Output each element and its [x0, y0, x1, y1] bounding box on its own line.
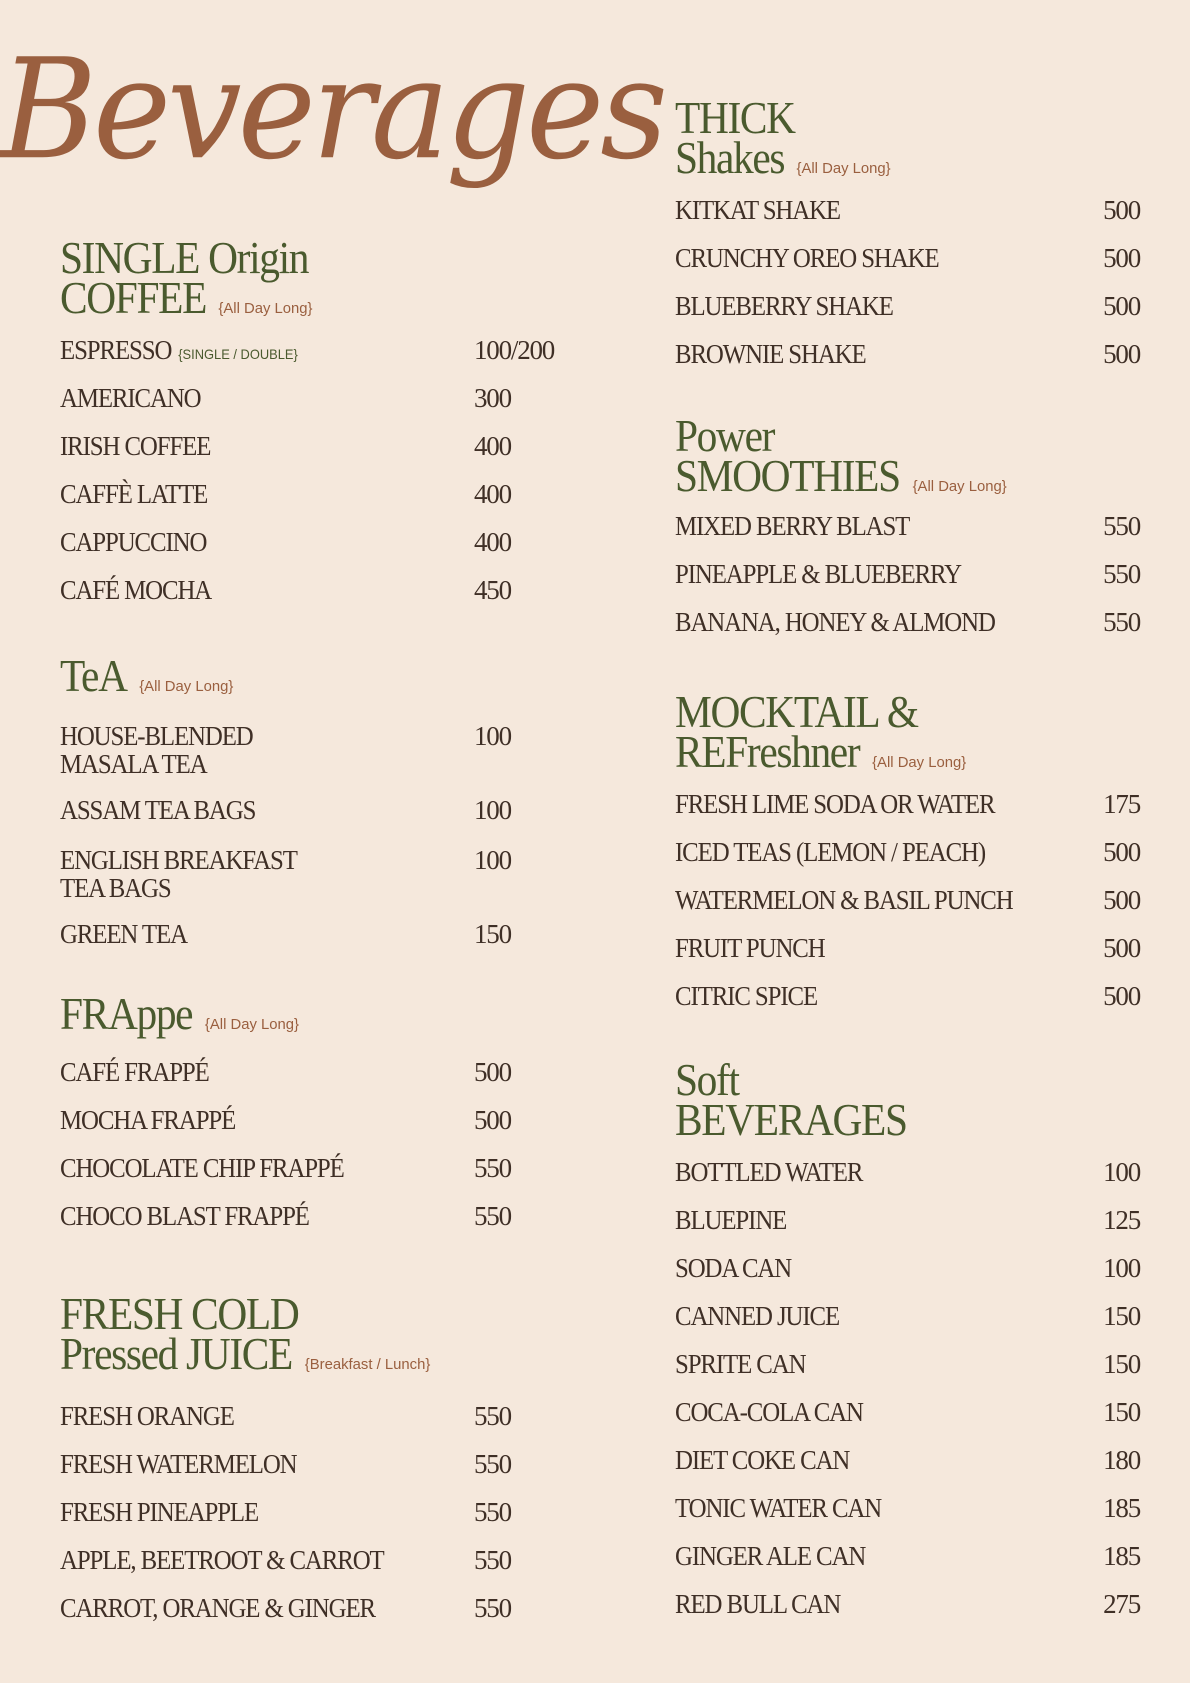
- item-name: GINGER ALE CAN: [675, 1541, 866, 1571]
- item-name: WATERMELON & BASIL PUNCH: [675, 885, 1013, 915]
- item-name-text: ESPRESSO: [60, 335, 172, 365]
- menu-item: [60, 1154, 570, 1182]
- item-price: 400: [474, 527, 511, 557]
- heading-line-1-text: TeA: [60, 650, 127, 701]
- section-smoothies: [675, 410, 1140, 637]
- heading-line-1: Power: [675, 410, 775, 461]
- item-price: 300: [474, 383, 511, 413]
- item-name: AMERICANO: [60, 383, 201, 413]
- item-price: 500: [1103, 291, 1140, 321]
- item-name: PINEAPPLE & BLUEBERRY: [675, 559, 961, 589]
- section-heading: [60, 1288, 519, 1385]
- item-price: 150: [1103, 1397, 1140, 1427]
- item-price: 500: [1103, 885, 1140, 915]
- menu-item: [60, 722, 570, 778]
- menu-item: [60, 1450, 570, 1478]
- menu-item: [675, 511, 1140, 541]
- section-heading: [60, 988, 519, 1045]
- menu-item: [675, 1157, 1140, 1187]
- item-price: 550: [474, 1401, 511, 1431]
- item-name: BLUEPINE: [675, 1205, 787, 1235]
- item-price: 185: [1103, 1493, 1140, 1523]
- menu-item: [675, 195, 1140, 225]
- item-price: 175: [1103, 789, 1140, 819]
- item-price: 500: [1103, 195, 1140, 225]
- item-name: CARROT, ORANGE & GINGER: [60, 1593, 376, 1623]
- item-name: IRISH COFFEE: [60, 431, 211, 461]
- availability-note: {All Day Long}: [796, 160, 891, 177]
- menu-item: [675, 1349, 1140, 1379]
- menu-item: [675, 789, 1140, 819]
- item-price: 100/200: [474, 335, 555, 365]
- item-price: 550: [474, 1593, 511, 1623]
- item-price: 100: [474, 845, 511, 875]
- item-name: BLUEBERRY SHAKE: [675, 291, 893, 321]
- menu-item: [60, 1498, 570, 1526]
- item-name: CAFFÈ LATTE: [60, 479, 208, 509]
- item-name: [60, 846, 297, 902]
- item-price: 550: [1103, 559, 1140, 589]
- menu-item: [675, 1589, 1140, 1619]
- menu-item: [60, 796, 570, 824]
- item-name: FRESH LIME SODA OR WATER: [675, 789, 995, 819]
- item-name: FRESH WATERMELON: [60, 1449, 297, 1479]
- item-price: 500: [474, 1105, 511, 1135]
- menu-item: [675, 1493, 1140, 1523]
- item-name: SPRITE CAN: [675, 1349, 806, 1379]
- menu-item: [675, 243, 1140, 273]
- section-juice: [60, 1288, 570, 1623]
- section-mocktail: [675, 686, 1140, 1011]
- item-price: 550: [1103, 607, 1140, 637]
- section-shakes: [675, 92, 1140, 369]
- section-coffee: [60, 232, 570, 605]
- section-heading: [675, 92, 1089, 189]
- heading-line-1-text: FRAppe: [60, 988, 193, 1039]
- heading-line-2-text: Pressed JUICE: [60, 1328, 292, 1379]
- heading-line-1: MOCKTAIL &: [675, 686, 918, 737]
- item-name: FRESH ORANGE: [60, 1401, 234, 1431]
- availability-note: {All Day Long}: [218, 300, 313, 317]
- menu-item: [675, 339, 1140, 369]
- item-price: 100: [1103, 1157, 1140, 1187]
- item-name: CITRIC SPICE: [675, 981, 818, 1011]
- menu-item: [675, 837, 1140, 867]
- heading-line-2-text: Shakes: [675, 132, 785, 183]
- section-soft-beverages: [675, 1054, 1140, 1619]
- item-price: 500: [1103, 243, 1140, 273]
- item-name-line-1: HOUSE-BLENDED: [60, 721, 253, 751]
- availability-note: {All Day Long}: [871, 754, 967, 771]
- heading-line-2-text: REFreshner: [675, 726, 860, 777]
- menu-item: [60, 528, 570, 556]
- menu-item: [60, 336, 570, 368]
- menu-item: [60, 1402, 570, 1430]
- item-price: 550: [474, 1201, 511, 1231]
- heading-line-1: SINGLE Origin: [60, 232, 309, 283]
- item-price: 500: [1103, 933, 1140, 963]
- heading-line-2-text: SMOOTHIES: [675, 450, 900, 501]
- item-price: 500: [1103, 981, 1140, 1011]
- item-price: 550: [474, 1449, 511, 1479]
- menu-item: [60, 384, 570, 412]
- item-name: ASSAM TEA BAGS: [60, 795, 256, 825]
- item-name: KITKAT SHAKE: [675, 195, 841, 225]
- menu-item: [60, 1546, 570, 1574]
- item-name: CANNED JUICE: [675, 1301, 840, 1331]
- menu-item: [675, 291, 1140, 321]
- item-price: 125: [1103, 1205, 1140, 1235]
- menu-item: [60, 1594, 570, 1622]
- heading-line-2-text: COFFEE: [60, 272, 207, 323]
- section-frappe: [60, 988, 570, 1231]
- heading-line-1: FRESH COLD: [60, 1288, 299, 1339]
- heading-line-2: [675, 726, 1089, 783]
- item-price: 150: [474, 919, 511, 949]
- item-price: 100: [474, 721, 511, 751]
- heading-line-2: [675, 132, 1089, 189]
- menu-item: [60, 1058, 570, 1086]
- item-price: 550: [474, 1545, 511, 1575]
- section-heading: [675, 686, 1089, 783]
- heading-line-1: [60, 650, 519, 707]
- item-name: FRUIT PUNCH: [675, 933, 825, 963]
- item-name: GREEN TEA: [60, 919, 187, 949]
- heading-line-1: Soft: [675, 1054, 739, 1105]
- heading-line-1: THICK: [675, 92, 795, 143]
- availability-note: {All Day Long}: [204, 1016, 299, 1033]
- heading-line-1: [60, 988, 519, 1045]
- item-name: COCA-COLA CAN: [675, 1397, 863, 1427]
- item-name-line-1: ENGLISH BREAKFAST: [60, 845, 297, 875]
- item-name: SODA CAN: [675, 1253, 792, 1283]
- menu-item: [675, 559, 1140, 589]
- menu-item: [675, 1541, 1140, 1571]
- menu-item: [675, 981, 1140, 1011]
- item-name: BROWNIE SHAKE: [675, 339, 866, 369]
- menu-item: [675, 1253, 1140, 1283]
- item-name: RED BULL CAN: [675, 1589, 841, 1619]
- menu-item: [675, 607, 1140, 637]
- item-name: [60, 722, 253, 778]
- item-price: 185: [1103, 1541, 1140, 1571]
- availability-note: {Breakfast / Lunch}: [304, 1356, 431, 1373]
- section-heading: [60, 650, 519, 707]
- section-heading: [675, 410, 1089, 507]
- item-price: 500: [474, 1057, 511, 1087]
- menu-item: [675, 1301, 1140, 1331]
- item-name: FRESH PINEAPPLE: [60, 1497, 259, 1527]
- item-name: CHOCOLATE CHIP FRAPPÉ: [60, 1153, 344, 1183]
- item-price: 550: [474, 1497, 511, 1527]
- item-name: ICED TEAS (LEMON / PEACH): [675, 837, 986, 867]
- item-price: 400: [474, 431, 511, 461]
- heading-line-2: [60, 1328, 519, 1385]
- menu-item: [60, 846, 570, 902]
- item-price: 450: [474, 575, 511, 605]
- menu-item: [675, 933, 1140, 963]
- heading-line-2: [60, 272, 519, 329]
- item-price: 180: [1103, 1445, 1140, 1475]
- item-name: CAPPUCCINO: [60, 527, 207, 557]
- heading-line-2: [675, 450, 1089, 507]
- item-name: CAFÉ FRAPPÉ: [60, 1057, 209, 1087]
- item-price: 150: [1103, 1349, 1140, 1379]
- menu-item: [675, 1445, 1140, 1475]
- menu-item: [60, 1106, 570, 1134]
- menu-item: [60, 576, 570, 604]
- item-price: 550: [474, 1153, 511, 1183]
- item-name: APPLE, BEETROOT & CARROT: [60, 1545, 384, 1575]
- item-name: BOTTLED WATER: [675, 1157, 863, 1187]
- item-price: 400: [474, 479, 511, 509]
- availability-note: {All Day Long}: [912, 478, 1007, 495]
- item-price: 550: [1103, 511, 1140, 541]
- item-name-line-2: TEA BAGS: [60, 873, 171, 903]
- item-price: 500: [1103, 837, 1140, 867]
- item-price: 500: [1103, 339, 1140, 369]
- menu-item: [675, 1397, 1140, 1427]
- menu-item: [60, 920, 570, 948]
- item-name: CRUNCHY OREO SHAKE: [675, 243, 939, 273]
- item-variant-note: {SINGLE / DOUBLE}: [178, 346, 298, 362]
- item-name: TONIC WATER CAN: [675, 1493, 882, 1523]
- section-heading: [675, 1054, 1089, 1145]
- menu-item: [60, 1202, 570, 1230]
- item-name: MOCHA FRAPPÉ: [60, 1105, 236, 1135]
- item-name: BANANA, HONEY & ALMOND: [675, 607, 995, 637]
- availability-note: {All Day Long}: [139, 678, 234, 695]
- section-heading: [60, 232, 519, 329]
- item-name: MIXED BERRY BLAST: [675, 511, 910, 541]
- section-tea: [60, 650, 570, 949]
- item-price: 100: [474, 795, 511, 825]
- menu-item: [675, 1205, 1140, 1235]
- item-name: CAFÉ MOCHA: [60, 575, 212, 605]
- menu-item: [60, 432, 570, 460]
- item-price: 275: [1103, 1589, 1140, 1619]
- heading-line-2: BEVERAGES: [675, 1094, 907, 1145]
- item-price: 150: [1103, 1301, 1140, 1331]
- menu-item: [675, 885, 1140, 915]
- item-name: DIET COKE CAN: [675, 1445, 850, 1475]
- item-name: [60, 336, 298, 368]
- page-title: Beverages: [0, 29, 664, 191]
- menu-item: [60, 480, 570, 508]
- item-name: CHOCO BLAST FRAPPÉ: [60, 1201, 309, 1231]
- item-name-line-2: MASALA TEA: [60, 749, 207, 779]
- item-price: 100: [1103, 1253, 1140, 1283]
